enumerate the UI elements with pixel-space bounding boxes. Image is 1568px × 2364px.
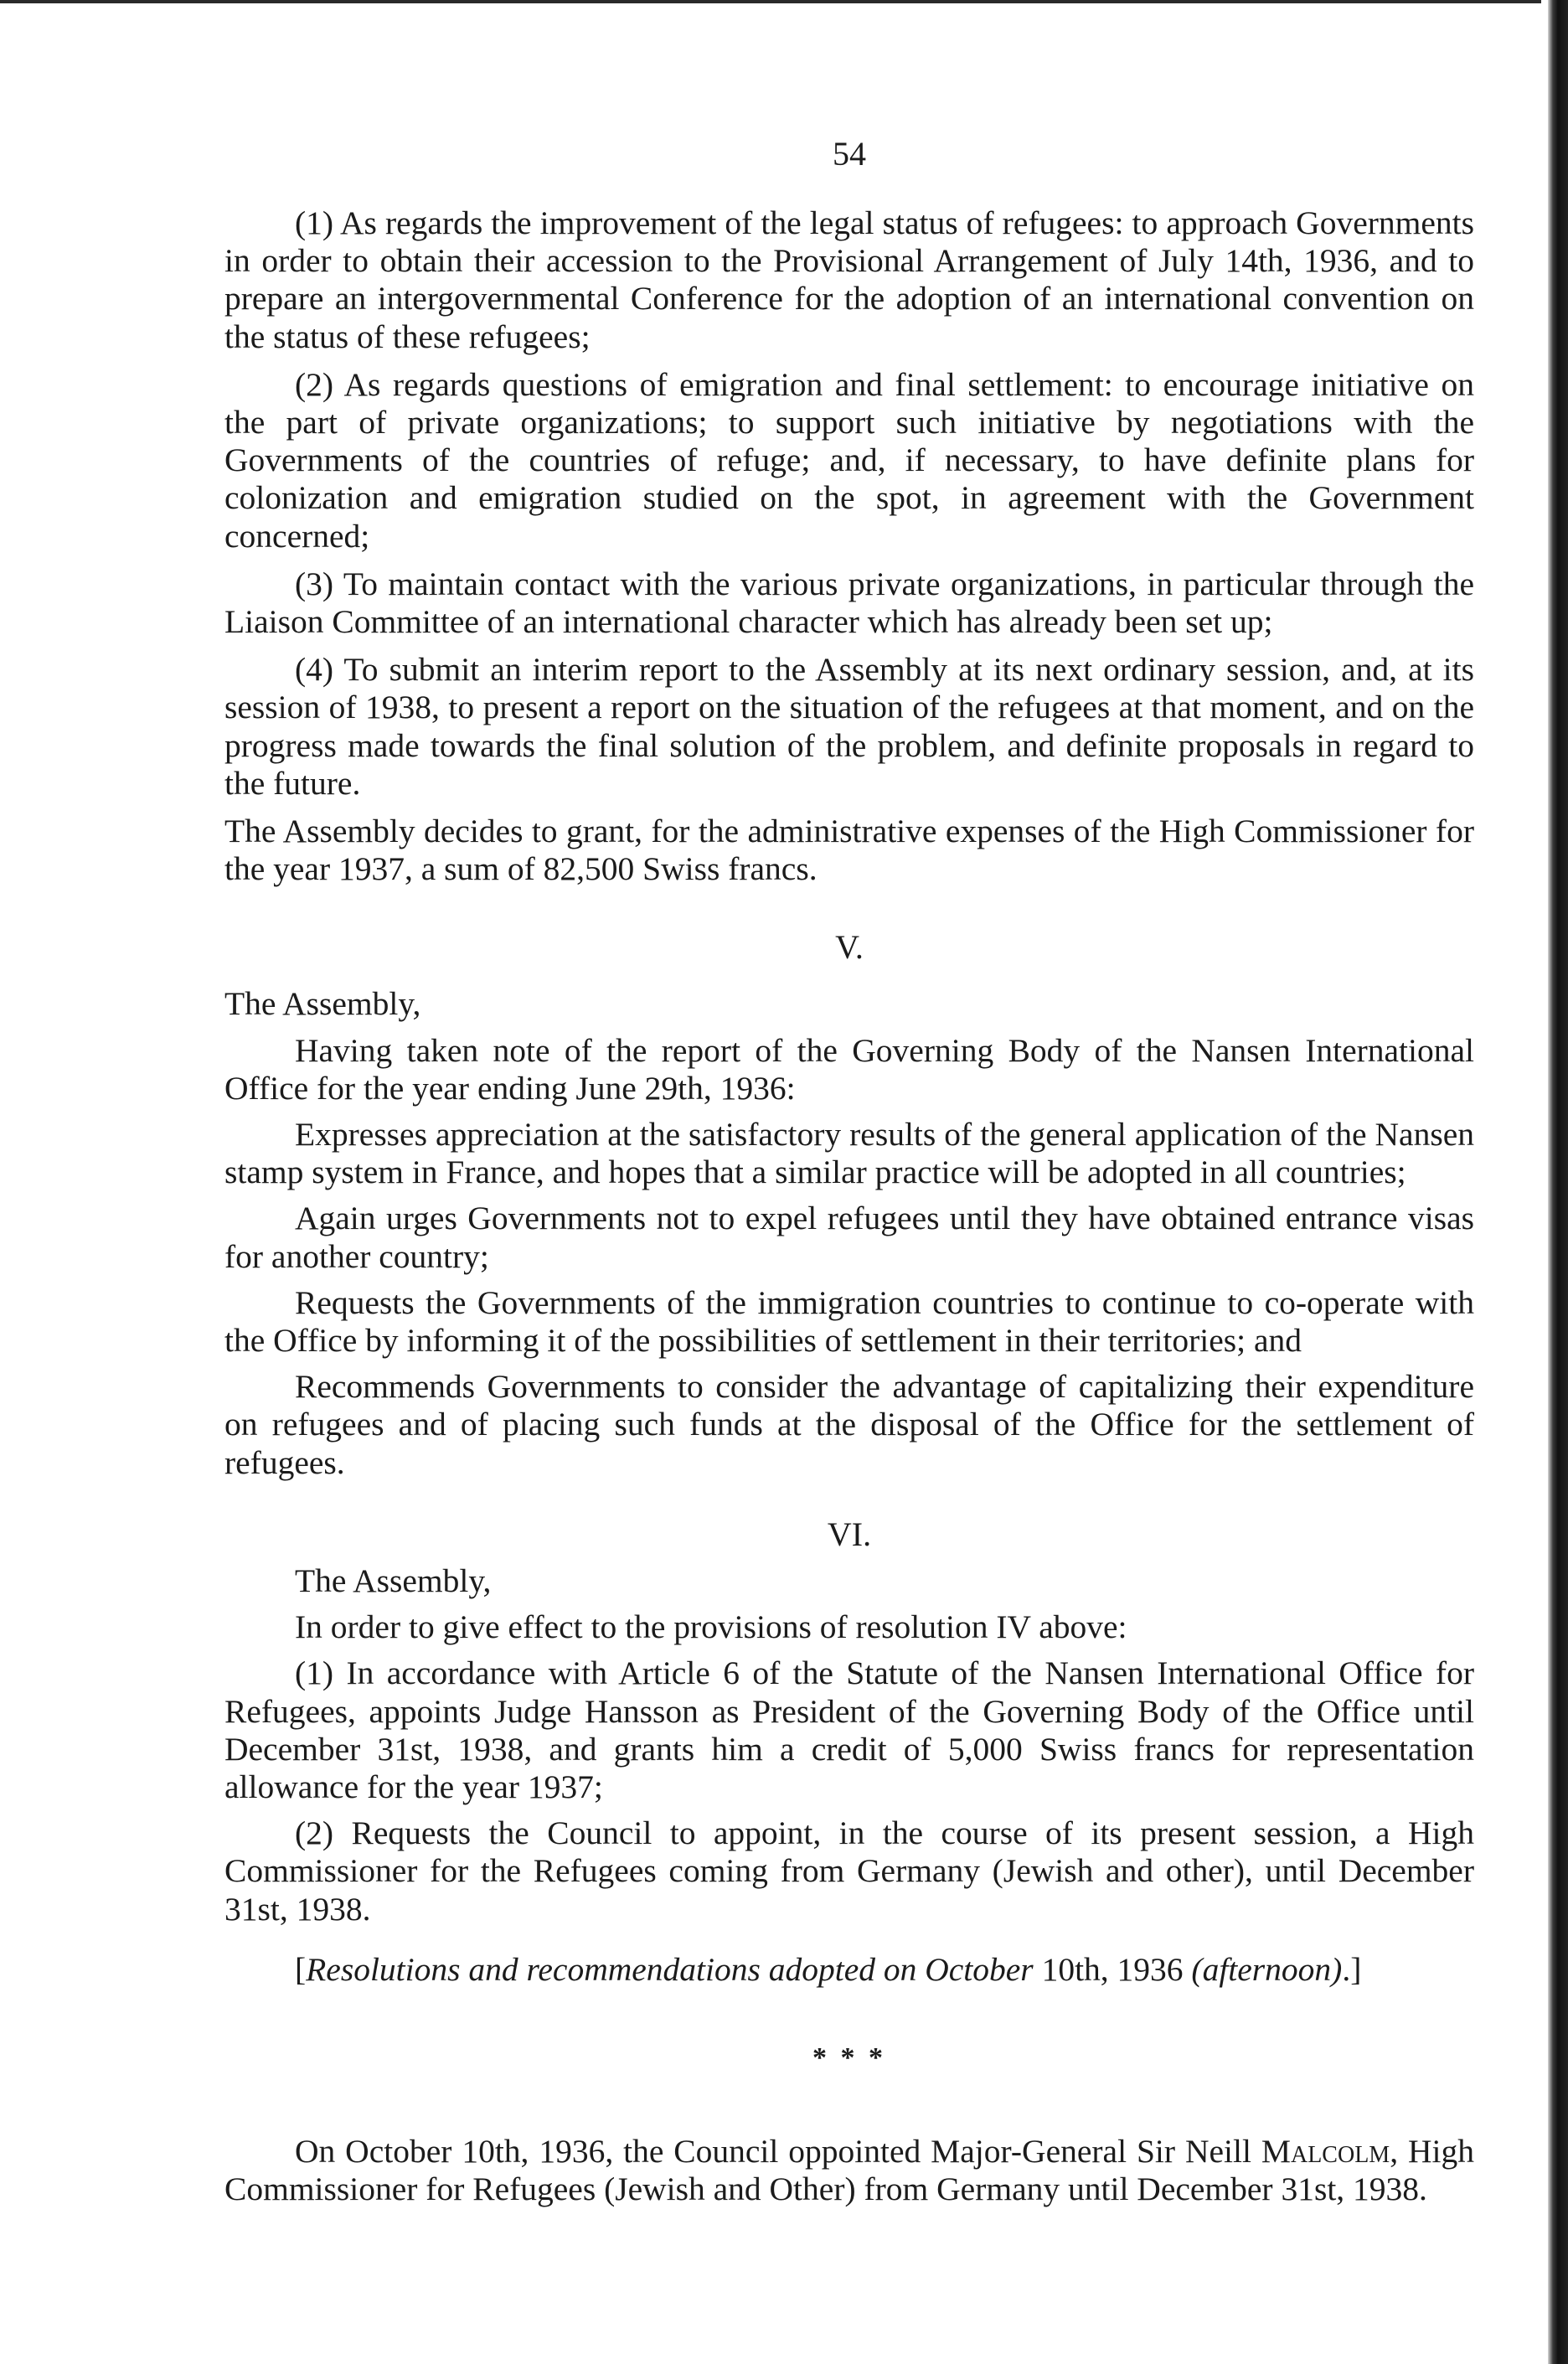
asterism-glyphs: * * * [812, 2041, 886, 2073]
page-number: 54 [833, 135, 866, 173]
section-vi-body [224, 1562, 1474, 1928]
scan-right-edge [1548, 0, 1568, 2364]
section-v-paragraph-3: Again urges Governments not to expel refugees until they have obtained entrance visas for another country; [224, 1200, 1474, 1275]
section-v-paragraph-2: Expresses appreciation at the satisfactory results of the general application of the Nansen stamp system in France, and hopes that a similar practice will be adopted in all countries; [224, 1116, 1474, 1191]
section-vi-opening: The Assembly, [295, 1561, 492, 1599]
section-iv-closing: The Assembly decides to grant, for the administrative expenses of the High Commissioner for the year 1937, a sum of 82,500 Swiss francs. [224, 813, 1474, 888]
adoption-note-open-bracket: [ [295, 1950, 307, 1988]
adoption-note-time: (afternoon) [1191, 1950, 1343, 1988]
section-iv-item-1: (1) As regards the improvement of the legal status of refugees: to approach Governments in order to obtain their accession to the Provisional Arrangement of July 14th, 1936, and to prepare an intergovernmental Conference for the adoption of an international convention on the status of these refugees; [224, 204, 1474, 355]
adoption-note-text: Resolutions and recommendations adopted on October [306, 1950, 1042, 1988]
section-v-heading: V. [835, 928, 864, 967]
adoption-note-date: 10th, 1936 [1041, 1950, 1184, 1988]
document-page [224, 126, 1474, 2208]
closing-text-end: , High Commissioner for Refugees (Jewish and Other) from Germany until December 31st, 1938. [224, 2132, 1474, 2207]
section-vi-paragraph-1: In order to give effect to the provisions of resolution IV above: [295, 1608, 1127, 1646]
closing-name: Malcolm [1261, 2132, 1390, 2170]
section-vi-paragraph-3: (2) Requests the Council to appoint, in the course of its present session, a High Commissioner for the Refugees coming from Germany (Jewish and other), until December 31st, 1938. [224, 1814, 1474, 1928]
section-iv-items [224, 204, 1474, 803]
section-v-opening: The Assembly, [224, 985, 421, 1023]
section-v-paragraph-1: Having taken note of the report of the Governing Body of the Nansen International Office for the year ending June 29th, 1936: [224, 1031, 1474, 1107]
section-iv-item-4: (4) To submit an interim report to the Assembly at its next ordinary session, and, at its session of 1938, to present a report on the situation of the refugees at that moment, and on the progress made towards the final solution of the problem, and definite proposals in regard to the future. [224, 651, 1474, 802]
section-vi-heading: VI. [827, 1515, 872, 1553]
asterism [224, 2037, 1474, 2079]
top-border-rule [0, 0, 1541, 3]
adoption-note-close: .] [1342, 1950, 1362, 1988]
adoption-note [224, 1950, 1474, 1989]
section-iv-item-3: (3) To maintain contact with the various private organizations, in particular through the Liaison Committee of an international character which has already been set up; [224, 565, 1474, 641]
adoption-note-space [1184, 1951, 1192, 1988]
section-v-paragraph-4: Requests the Governments of the immigration countries to continue to co-operate with the Office by informing it of the possibilities of settlement in their territories; and [224, 1283, 1474, 1360]
section-v-paragraph-5: Recommends Governments to consider the advantage of capitalizing their expenditure on refugees and of placing such funds at the disposal of the Office for the settlement of refugees. [224, 1368, 1474, 1481]
section-v-body [224, 985, 1474, 1481]
section-vi-paragraph-2: (1) In accordance with Article 6 of the Statute of the Nansen International Office for Refugees, appoints Judge Hansson as President of the Governing Body of the Office until December 31st, 1938, and grants him a credit of 5,000 Swiss francs for representation allowance for the year 1937; [224, 1654, 1474, 1805]
section-iv-item-2: (2) As regards questions of emigration and final settlement: to encourage initiative on the part of private organizations; to support such initiative by negotiations with the Governments of the countries of refuge; and, if necessary, to have definite plans for colonization and emigration studied on the spot, in agreement with the Government concerned; [224, 365, 1474, 555]
closing-text-start: On October 10th, 1936, the Council oppointed Major-General Sir Neill [295, 2132, 1261, 2170]
closing-paragraph [224, 2133, 1474, 2208]
